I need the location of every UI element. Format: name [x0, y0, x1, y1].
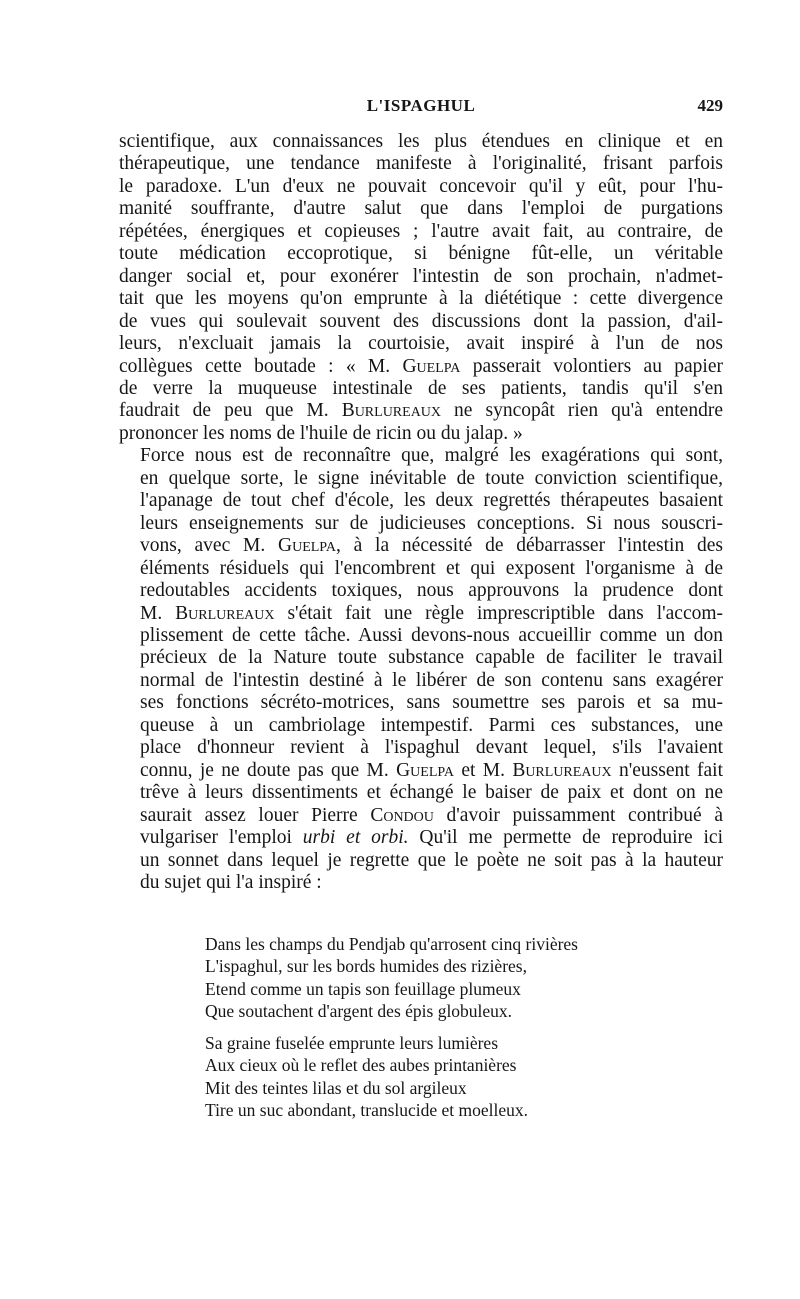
poem-verse: Dans les champs du Pendjab qu'arrosent cinq rivières	[205, 934, 578, 954]
page-number: 429	[697, 96, 723, 115]
text-run: s'était fait une règle imprescriptible dans l'accom-	[274, 602, 724, 624]
author-name-guelpa: Guelpa	[396, 759, 454, 781]
text-line: redoutables accidents toxiques, nous approuvons la prudence dont	[140, 580, 723, 602]
poem-verse: Tire un suc abondant, translucide et moelleux.	[205, 1099, 529, 1120]
text-line: place d'honneur revient à l'ispaghul devant lequel, s'ils l'avaient	[140, 737, 723, 759]
text-line	[119, 535, 723, 557]
text-line: Force nous est de reconnaître que, malgré les exagérations qui sont,	[140, 445, 723, 467]
author-name-burlureaux: Burlureaux	[512, 759, 612, 781]
author-name-burlureaux: Burlureaux	[175, 602, 275, 624]
author-name-condou: Condou	[370, 804, 434, 826]
text-line: éléments résiduels qui l'encombrent et qui exposent l'organisme à de	[140, 557, 723, 579]
text-run: faudrait de peu que M.	[119, 400, 342, 422]
text-line: plissement de cette tâche. Aussi devons-nous accueillir comme un don	[140, 624, 723, 646]
text-run: et M.	[454, 759, 513, 781]
poem-stanza-1	[205, 933, 725, 1022]
paragraph-2	[119, 445, 723, 894]
author-name-guelpa: Guelpa	[402, 355, 461, 377]
text-run: Qu'il me permette de reproduire ici	[408, 827, 724, 849]
text-line: scientifique, aux connaissances les plus étendues en clinique et en	[119, 131, 723, 152]
text-line: prononcer les noms de l'huile de ricin ou du jalap. »	[119, 422, 523, 444]
text-run: saurait assez louer Pierre	[140, 804, 371, 826]
poem-verse: Etend comme un tapis son feuillage plumeux	[205, 978, 521, 999]
text-run: ne syncopât rien qu'à entendre	[441, 400, 723, 422]
poem-verse: Aux cieux où le reflet des aubes printanières	[205, 1055, 517, 1076]
text-line: danger social et, pour exonérer l'intestin de son prochain, n'admet-	[119, 265, 723, 287]
author-name-burlureaux: Burlureaux	[341, 400, 442, 422]
text-line: l'apanage de tout chef d'école, les deux regrettés thérapeutes basaient	[140, 490, 723, 512]
text-line: répétées, énergiques et copieuses ; l'autre avait fait, au contraire, de	[119, 220, 723, 242]
text-line: queuse à un cambriolage intempestif. Parmi ces substances, une	[140, 714, 723, 736]
text-line: le paradoxe. L'un d'eux ne pouvait concevoir qu'il y eût, pour l'hu-	[119, 175, 723, 197]
text-line	[119, 400, 723, 422]
text-run: passerait volontiers au papier	[460, 355, 723, 377]
text-run: d'avoir puissamment contribué à	[433, 804, 723, 826]
poem-verse: Que soutachent d'argent des épis globuleux.	[205, 1000, 513, 1021]
text-line: précieux de la Nature toute substance capable de faciliter le travail	[140, 647, 723, 669]
text-run: M.	[140, 602, 176, 624]
text-line: en quelque sorte, le signe inévitable de toute conviction scientifique,	[140, 467, 723, 489]
text-run: n'eussent fait	[611, 759, 723, 781]
text-run: , à la nécessité de débarrasser l'intestin des	[335, 535, 723, 557]
text-run: vulgariser l'emploi	[140, 827, 303, 849]
text-line: de verre la muqueuse intestinale de ses patients, tandis qu'il s'en	[119, 377, 723, 399]
text-line: normal de l'intestin destiné à le libérer de son contenu sans exagérer	[140, 669, 723, 691]
text-line	[119, 760, 723, 782]
text-run: connu, je ne doute pas que M.	[140, 759, 397, 781]
text-line: ses fonctions sécréto-motrices, sans soumettre ses parois et sa mu-	[140, 692, 723, 714]
text-line: du sujet qui l'a inspiré :	[140, 871, 322, 893]
text-run: vons, avec M.	[140, 535, 279, 557]
poem-verse: Mit des teintes lilas et du sol argileux	[205, 1077, 467, 1098]
poem-stanza-2	[205, 1032, 725, 1121]
text-run: collègues cette boutade : « M.	[119, 355, 403, 377]
text-line: de vues qui soulevait souvent des discussions dont la passion, d'ail-	[119, 310, 723, 332]
author-name-guelpa: Guelpa	[278, 535, 336, 557]
text-line	[119, 805, 723, 827]
page-header	[119, 96, 723, 122]
poem-verse: L'ispaghul, sur les bords humides des rizières,	[205, 956, 527, 977]
poem-verse: Sa graine fuselée emprunte leurs lumières	[205, 1033, 499, 1053]
running-title: L'ISPAGHUL	[366, 96, 476, 115]
text-line: manité souffrante, d'autre salut que dans l'emploi de purgations	[119, 198, 723, 220]
text-line	[119, 603, 723, 625]
text-line: trêve à leurs dissentiments et échangé le baiser de paix et dont on ne	[140, 782, 723, 804]
text-line: tait que les moyens qu'on emprunte à la diététique : cette divergence	[119, 288, 723, 310]
text-line	[119, 827, 723, 849]
latin-phrase: urbi et orbi.	[302, 827, 409, 849]
text-line: un sonnet dans lequel je regrette que le poète ne soit pas à la hauteur	[140, 849, 723, 871]
text-line: leurs, n'excluait jamais la courtoisie, avait inspiré à l'un de nos	[119, 333, 723, 355]
text-line: thérapeutique, une tendance manifeste à l'originalité, frisant parfois	[119, 153, 723, 175]
paragraph-1	[119, 131, 723, 445]
body-text	[119, 131, 723, 894]
text-line	[119, 356, 723, 378]
text-line: leurs enseignements sur de judicieuses conceptions. Si nous souscri-	[140, 512, 723, 534]
text-line: toute médication eccoprotique, si bénigne fût-elle, un véritable	[119, 243, 723, 265]
